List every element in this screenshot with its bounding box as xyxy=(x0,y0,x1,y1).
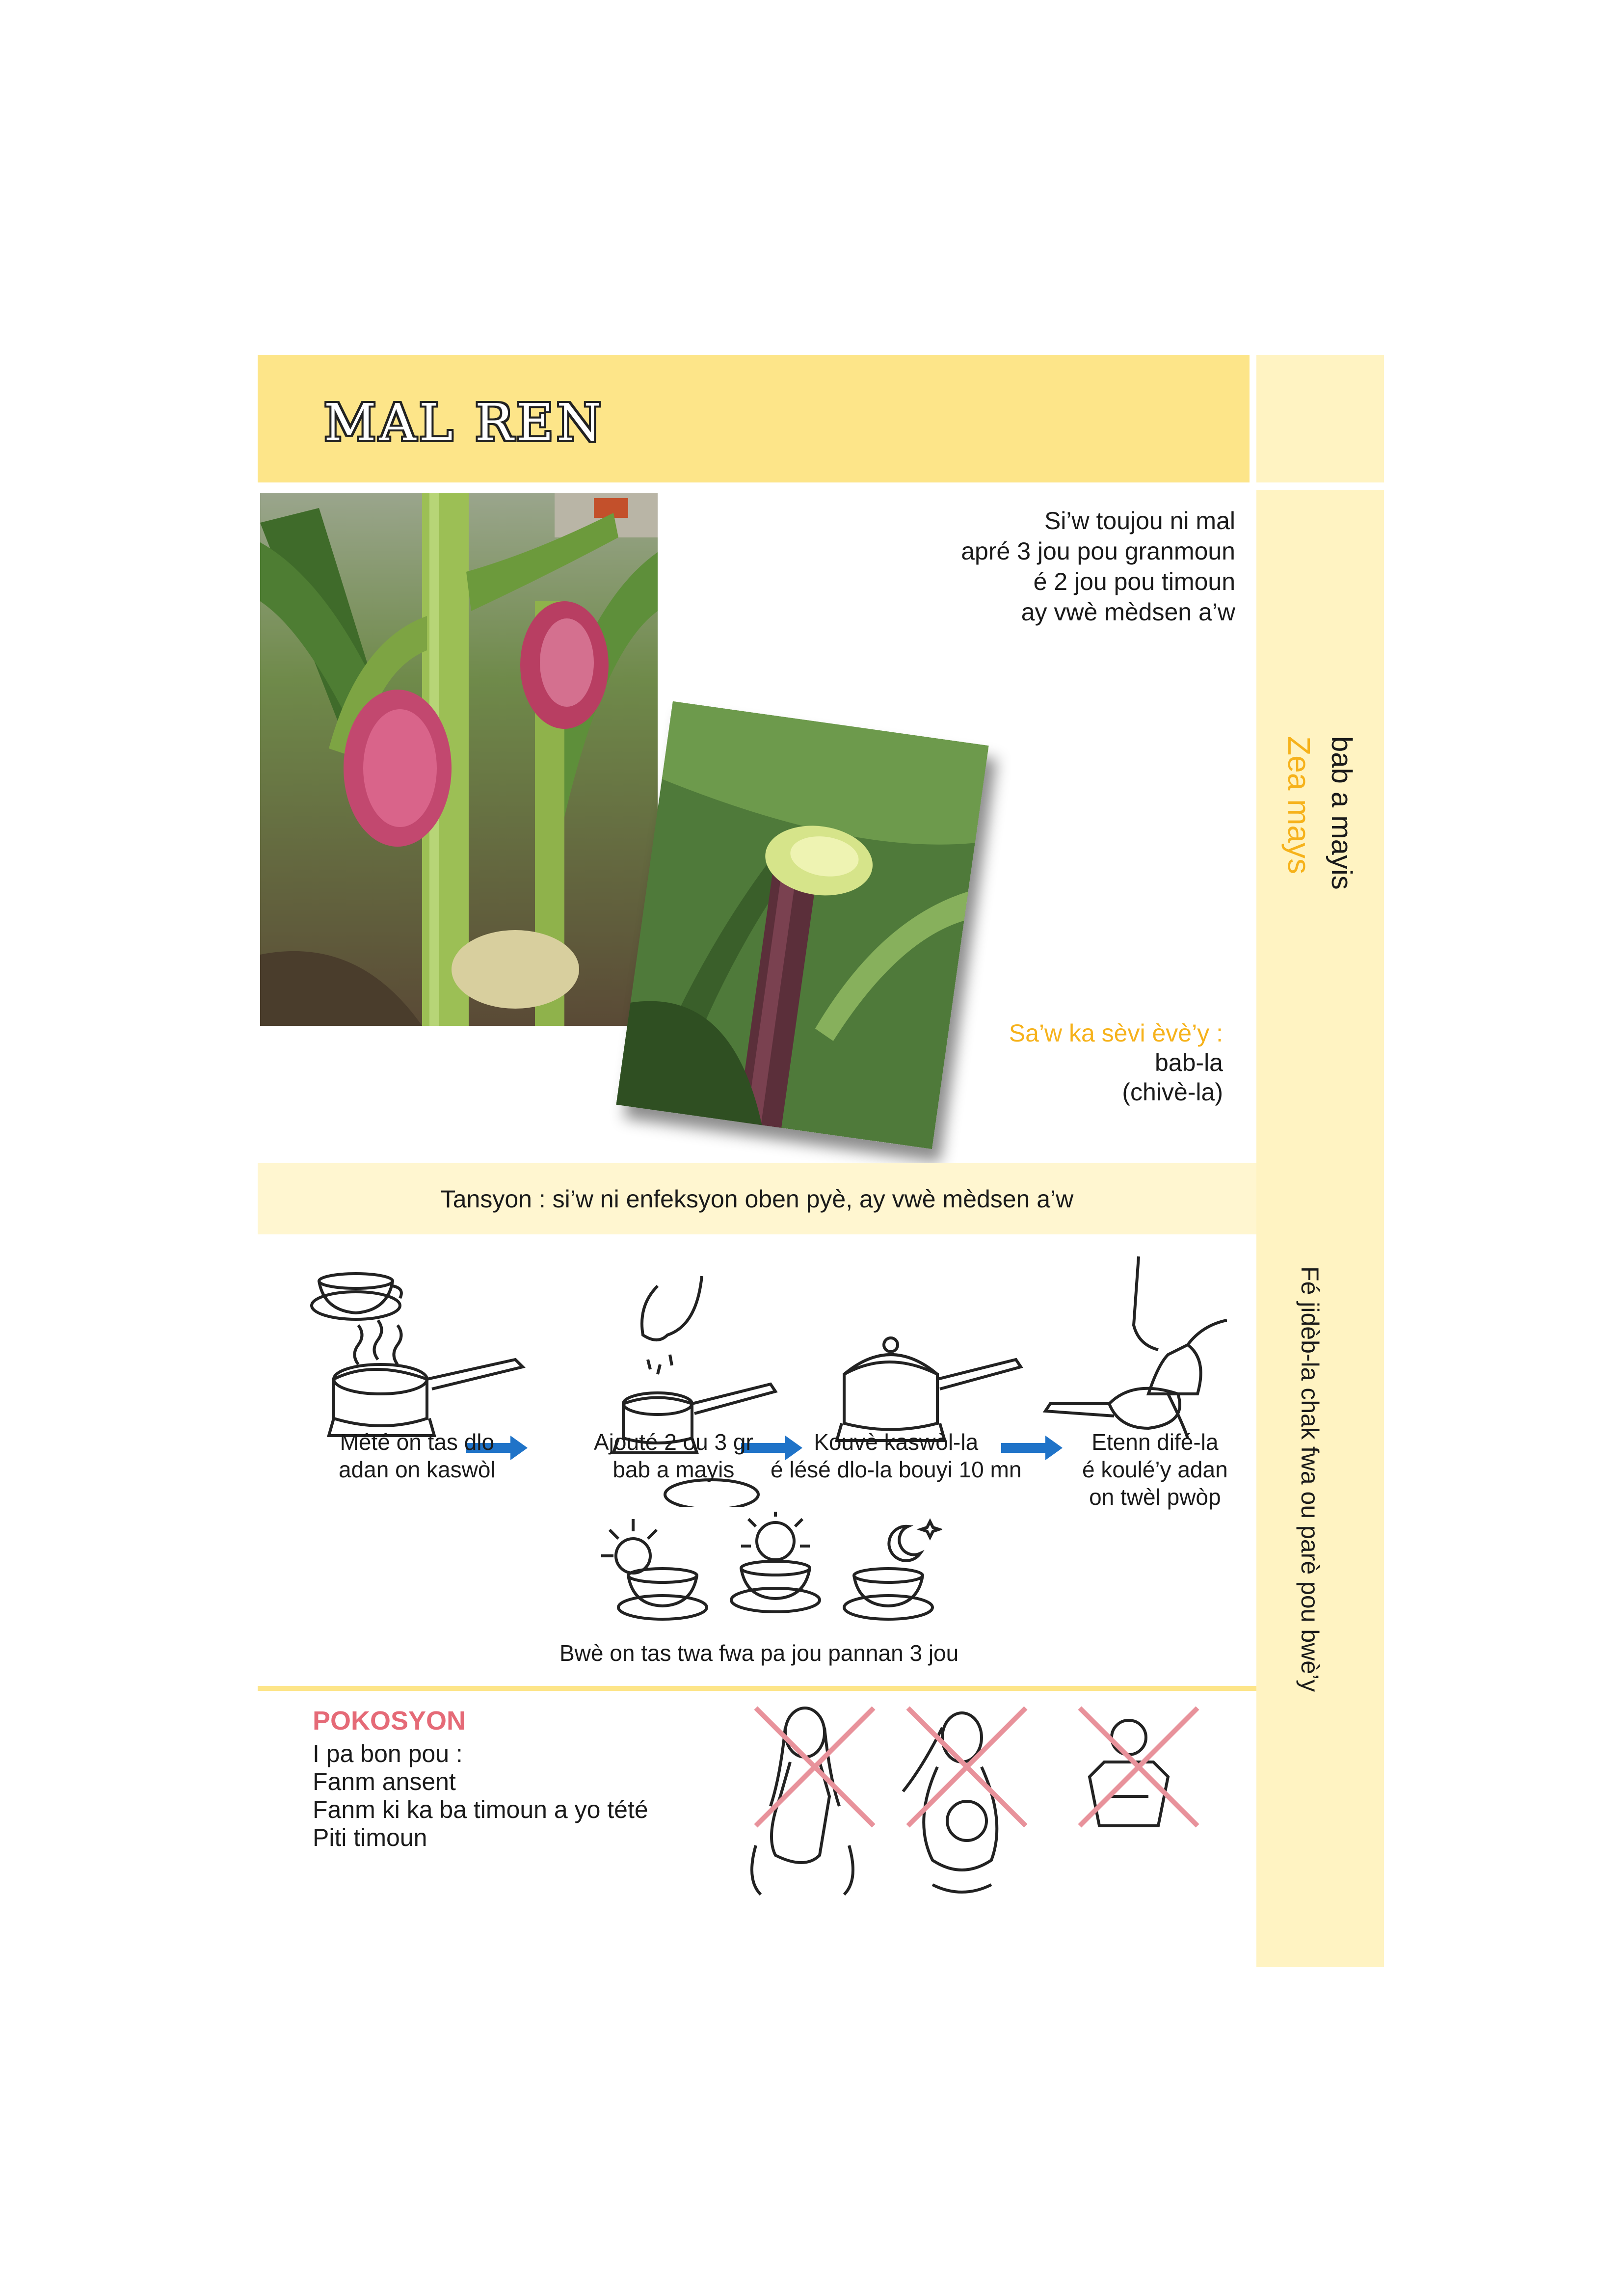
cups-illustration xyxy=(665,1480,758,1507)
side-column xyxy=(1256,490,1384,1967)
corn-ear-photo xyxy=(616,701,988,1149)
contraindication-pictograms xyxy=(726,1698,1217,1899)
intro-line: é 2 jou pou timoun xyxy=(1033,568,1235,595)
common-name: bab a mayis xyxy=(1326,736,1357,890)
step-line: adan on kaswòl xyxy=(339,1457,496,1482)
dosage-text: Bwè on tas twa fwa pa jou pannan 3 jou xyxy=(559,1640,959,1666)
preparation-vertical-label: Fé jidèb-la chak fwa ou parè pou bwè’y xyxy=(1296,1266,1324,1692)
step-line: bab a mayis xyxy=(612,1457,735,1482)
parts-used-item: bab-la xyxy=(1155,1049,1223,1076)
noon-cup xyxy=(731,1512,820,1612)
header-side-block xyxy=(1256,355,1384,482)
step2-illustration xyxy=(613,1276,775,1453)
morning-cup xyxy=(601,1519,707,1619)
precautions-title: POKOSYON xyxy=(313,1706,466,1735)
pregnant-woman-icon xyxy=(752,1708,853,1895)
step-3-label xyxy=(771,1428,1021,1483)
step-line: Etenn difé-la xyxy=(1091,1429,1219,1455)
precaution-line: Piti timoun xyxy=(313,1824,427,1851)
step4-illustration xyxy=(1045,1256,1227,1438)
breastfeeding-woman-icon xyxy=(903,1713,997,1892)
precaution-line: I pa bon pou : xyxy=(313,1740,463,1767)
intro-line: ay vwè mèdsen a’w xyxy=(1021,598,1235,626)
step-line: on twèl pwòp xyxy=(1089,1484,1221,1510)
warning-text: Tansyon : si’w ni enfeksyon oben pyè, ay vwè mèdsen a’w xyxy=(440,1185,1074,1213)
precaution-line: Fanm ansent xyxy=(313,1768,456,1795)
corn-plant-photo xyxy=(260,493,658,1026)
child-icon xyxy=(1090,1720,1168,1826)
step-line: Ajouté 2 ou 3 gr xyxy=(594,1429,753,1455)
step-line: Kouvè kaswòl-la xyxy=(814,1429,979,1455)
precautions-list xyxy=(313,1740,648,1852)
step-line: Mété on tas dlo xyxy=(340,1429,495,1455)
intro-text xyxy=(961,506,1235,627)
evening-cup xyxy=(844,1522,939,1619)
parts-used-item: (chivè-la) xyxy=(1122,1078,1223,1106)
section-divider xyxy=(258,1686,1256,1691)
step-2-label xyxy=(594,1428,753,1483)
step-line: é koulé’y adan xyxy=(1082,1457,1228,1482)
three-cups-illustration xyxy=(599,1512,942,1625)
scientific-name: Zea mays xyxy=(1281,736,1317,874)
step3-illustration xyxy=(837,1338,1021,1441)
page-title: MAL REN xyxy=(324,393,604,453)
precaution-line: Fanm ki ka ba timoun a yo tété xyxy=(313,1796,648,1823)
parts-used xyxy=(1009,1018,1223,1107)
parts-used-heading: Sa’w ka sèvi èvè’y : xyxy=(1009,1019,1223,1047)
step-1-label xyxy=(339,1428,496,1483)
step-4-label xyxy=(1082,1428,1228,1511)
step-line: é lésé dlo-la bouyi 10 mn xyxy=(771,1457,1022,1482)
intro-line: apré 3 jou pou granmoun xyxy=(961,537,1235,565)
step1-illustration xyxy=(312,1274,523,1436)
plant-names xyxy=(1271,736,1369,898)
intro-line: Si’w toujou ni mal xyxy=(1044,507,1235,534)
